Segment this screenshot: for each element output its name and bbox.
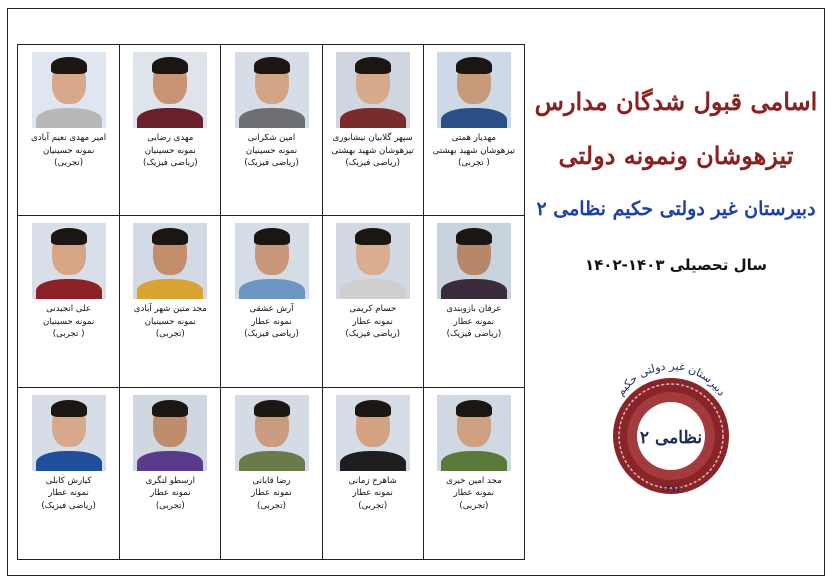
student-school: نمونه حسینیان xyxy=(43,316,95,327)
title-line-1: اسامی قبول شدگان مدارس xyxy=(534,87,818,116)
school-name: دبیرستان غیر دولتی حکیم نظامی ۲ xyxy=(536,198,816,220)
student-card xyxy=(322,388,423,559)
student-school: نمونه عطار xyxy=(251,488,292,499)
student-name: مجد امین خیری xyxy=(446,475,502,486)
student-name: رضا قایانی xyxy=(252,475,291,486)
student-track: (ریاضی فیزیک) xyxy=(244,158,299,168)
student-track: (تجربی) xyxy=(54,158,84,168)
student-card xyxy=(220,216,321,387)
student-card xyxy=(18,45,119,216)
student-card xyxy=(119,388,220,559)
student-card xyxy=(322,45,423,216)
student-track: (تجربی) xyxy=(257,500,286,511)
student-track: ( تجربی) xyxy=(458,158,490,168)
student-photo xyxy=(437,52,511,128)
student-name: مهدیار همتی xyxy=(451,133,497,143)
student-track: (تجربی) xyxy=(358,500,388,511)
student-name: مهدی رضایی xyxy=(147,133,194,143)
student-school: نمونه عطار xyxy=(150,488,191,499)
student-photo xyxy=(32,52,106,128)
academic-year: سال تحصیلی ۱۴۰۳-۱۴۰۲ xyxy=(585,256,767,274)
student-track: (ریاضی فیزیک) xyxy=(345,329,401,340)
logo-year: ۱۳۷۲ xyxy=(660,484,682,495)
student-school: نمونه عطار xyxy=(453,316,495,327)
student-track: (ریاضی فیزیک) xyxy=(244,329,299,340)
student-school: نمونه عطار xyxy=(352,316,393,327)
student-school: نمونه عطار xyxy=(251,316,292,327)
student-photo xyxy=(133,52,207,128)
student-name: سپهر گلابیان نیشابوری xyxy=(332,133,413,143)
student-school: تیزهوشان شهید بهشتی xyxy=(432,145,516,156)
student-photo xyxy=(437,395,511,471)
student-track: (تجربی) xyxy=(155,329,185,340)
logo-center-text: نظامی ۲ xyxy=(639,428,703,448)
logo-arc-text: دبیرستان غیر دولتی حکیم xyxy=(613,359,729,399)
student-school: نمونه حسینیان xyxy=(43,145,95,156)
student-card xyxy=(423,388,524,559)
student-name: کیارش کابلی xyxy=(45,475,92,486)
student-card xyxy=(220,388,321,559)
student-name: عرفان بازوبندی xyxy=(446,304,502,315)
student-track: (ریاضی فیزیک) xyxy=(345,158,401,168)
student-photo xyxy=(32,395,106,471)
student-photo xyxy=(235,52,309,128)
student-name: مجد متین شهر آبادی xyxy=(133,304,207,315)
student-card xyxy=(423,45,524,216)
student-name: حسام کریمی xyxy=(349,304,397,315)
student-school: نمونه عطار xyxy=(453,488,495,499)
student-card xyxy=(220,45,321,216)
student-name: امیر مهدی نعیم آبادی xyxy=(31,133,107,143)
student-track: (تجربی) xyxy=(459,500,489,511)
student-photo xyxy=(437,223,511,299)
student-card xyxy=(322,216,423,387)
student-track: (تجربی) xyxy=(155,500,185,511)
student-school: نمونه حسینیان xyxy=(245,145,298,156)
student-name: ارسطو لنگری xyxy=(145,475,195,486)
student-card xyxy=(119,216,220,387)
student-track: ( تجربی) xyxy=(52,329,85,340)
student-photo xyxy=(336,52,410,128)
student-card xyxy=(423,216,524,387)
student-school: نمونه حسینیان xyxy=(144,316,196,327)
student-photo xyxy=(133,223,207,299)
school-logo xyxy=(596,344,746,496)
student-school: تیزهوشان شهید بهشتی xyxy=(331,145,414,156)
student-photo xyxy=(133,395,207,471)
student-card xyxy=(119,45,220,216)
student-photo xyxy=(235,395,309,471)
student-school: نمونه حسینیان xyxy=(144,145,196,156)
student-name: امین شکرانی xyxy=(247,133,296,143)
title-line-2: تیزهوشان ونمونه دولتی xyxy=(558,141,794,170)
student-photo xyxy=(336,395,410,471)
student-photo xyxy=(336,223,410,299)
student-photo xyxy=(32,223,106,299)
student-photo xyxy=(235,223,309,299)
student-name: علی انجیدنی xyxy=(46,304,92,315)
students-grid xyxy=(17,44,525,560)
student-card xyxy=(18,216,119,387)
student-school: نمونه عطار xyxy=(352,488,393,499)
student-name: آرش عشقی xyxy=(249,304,294,315)
student-track: (ریاضی فیزیک) xyxy=(143,158,198,168)
student-school: نمونه عطار xyxy=(48,488,89,499)
student-track: (ریاضی فیزیک) xyxy=(446,329,502,340)
student-card xyxy=(18,388,119,559)
student-track: (ریاضی فیزیک) xyxy=(41,500,96,511)
student-name: شاهرخ زمانی xyxy=(348,475,397,486)
